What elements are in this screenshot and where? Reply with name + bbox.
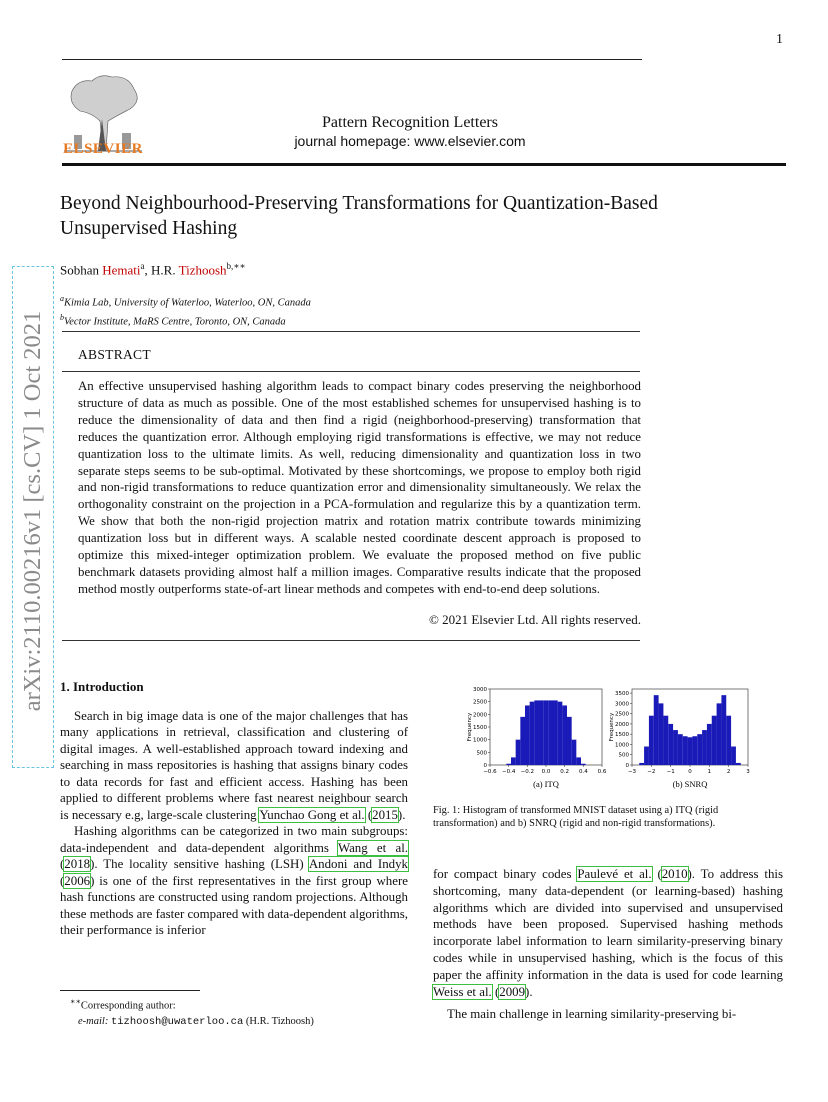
abstract-top-rule xyxy=(62,331,640,332)
subfigure-label: (a) ITQ xyxy=(533,779,559,789)
x-tick-label: 2 xyxy=(726,769,731,775)
text-run: for compact binary codes xyxy=(433,867,578,881)
footnote-rule xyxy=(60,990,200,991)
arxiv-stamp-text: arXiv:2110.00216v1 [cs.CV] 1 Oct 2021 xyxy=(19,310,46,712)
histogram-bar xyxy=(668,724,673,765)
histogram-bar xyxy=(659,703,664,765)
histogram-bar xyxy=(572,740,577,765)
histogram-bar xyxy=(544,700,549,765)
footnote-email-line xyxy=(60,1014,314,1030)
y-axis-label: Frequency xyxy=(467,712,473,742)
histogram-bar xyxy=(649,716,654,765)
histogram-bar xyxy=(576,757,581,765)
right-paragraph-1 xyxy=(433,866,783,1000)
aff-text: Vector Institute, MaRS Centre, Toronto, ON, Canada xyxy=(64,316,286,327)
x-tick-label: −2 xyxy=(647,769,656,775)
elsevier-logo-text: ELSEVIER xyxy=(63,141,143,157)
y-tick-label: 2000 xyxy=(615,721,629,728)
histogram-bar xyxy=(534,700,539,765)
left-column xyxy=(60,679,408,939)
page-number: 1 xyxy=(776,32,783,47)
copyright: © 2021 Elsevier Ltd. All rights reserved. xyxy=(428,612,641,627)
affiliation-b xyxy=(60,311,311,330)
abstract-heading-rule xyxy=(62,371,640,372)
email-link[interactable]: tizhoosh@uwaterloo.ca xyxy=(110,1015,244,1028)
citation-year-link[interactable]: 2009 xyxy=(499,984,526,999)
citation-year-link[interactable]: 2018 xyxy=(64,857,91,871)
text-run: ( xyxy=(491,984,500,999)
histogram-bar xyxy=(581,764,586,765)
y-tick-label: 0 xyxy=(483,763,487,769)
author-separator: , H.R. xyxy=(144,262,179,278)
section-heading-introduction: 1. Introduction xyxy=(60,679,144,694)
x-tick-label: 3 xyxy=(746,769,750,775)
x-tick-label: 1 xyxy=(707,769,712,775)
histogram-bar xyxy=(644,747,649,765)
y-tick-label: 3000 xyxy=(615,701,629,708)
paper-title: Beyond Neighbourhood-Preserving Transformations for Quantization-Based Unsupervised Hashing xyxy=(60,193,658,239)
x-tick-label: 0.4 xyxy=(578,769,588,775)
histogram-bar xyxy=(539,700,544,765)
text-run: ( xyxy=(60,857,65,871)
abstract-heading: ABSTRACT xyxy=(78,347,151,362)
histogram-bar xyxy=(721,695,726,765)
y-tick-label: 1500 xyxy=(473,725,487,731)
y-tick-label: 3000 xyxy=(473,687,487,693)
histogram-bar xyxy=(707,724,712,765)
author-tizhoosh-link[interactable]: Tizhoosh xyxy=(178,262,227,278)
text-run: Hashing algorithms can be categorized in two main subgroups: data-independent and data-dependent algorithms xyxy=(60,824,408,855)
histogram-bar xyxy=(525,705,530,765)
text-run: ). xyxy=(397,807,406,822)
citation-year-link[interactable]: 2006 xyxy=(64,873,91,888)
right-column xyxy=(433,866,783,1023)
y-tick-label: 1500 xyxy=(615,732,629,739)
author-sup: a xyxy=(140,261,145,271)
text-run: ) is one of the first representatives in the first group where hash functions are constructed using random projections. Although these methods are faster compared with data-dependent algorithms, their performance is inferior xyxy=(60,873,408,937)
x-tick-label: 0.2 xyxy=(560,769,570,775)
y-tick-label: 500 xyxy=(476,750,487,757)
email-label: e-mail: xyxy=(78,1015,111,1027)
histogram-bar xyxy=(562,705,567,765)
text-run: Search in big image data is one of the major challenges that has many applications in retrieval, classification and clustering of digital images. A well-established approach toward indexing and searching in mass repositories is hashing that assigns binary codes to data records for fast and efficient access. Hashing has been applied to different problems where fast nearest neighbour search is necessary e.g, large-scale clustering xyxy=(60,708,408,822)
footnote xyxy=(60,994,314,1030)
author-first-name: Sobhan xyxy=(60,262,103,278)
histogram-bar xyxy=(548,700,553,765)
aff-sup: a xyxy=(60,294,64,303)
citation-gong-link[interactable]: Yunchao Gong et al. xyxy=(259,807,365,822)
x-tick-label: 0.6 xyxy=(597,769,607,775)
text-run: ( xyxy=(60,873,65,888)
y-axis-label: Frequency xyxy=(609,712,615,742)
y-tick-label: 2500 xyxy=(473,699,487,706)
histogram-bar xyxy=(712,716,717,765)
email-suffix: (H.R. Tizhoosh) xyxy=(243,1015,314,1027)
histogram-bar xyxy=(639,763,644,765)
abstract-text: An effective unsupervised hashing algorithm leads to compact binary codes preserving the neighborhood structure of data as much as possible. One of the most established schemes for unsupervised hashing is to reduce the dimensionality of data and then find a rigid (neighborhood-preserving) transformation that reduces the quantization error. Although employing rigid transformations is effective, we may not reduce quantization loss to the ultimate limits. As well, reducing dimensionality and quantization loss in two separate steps seems to be sub-optimal. Motivated by these shortcomings, we propose to employ both rigid and non-rigid transformations to reduce quantization error and dimensionality simultaneously. We relax the orthogonality constraint on the projection in a PCA-formulation and regularize this by a quantization term. We show that both the non-rigid projection matrix and rotation matrix contribute towards minimizing quantization loss but in different ways. A scalable nested coordinate descent approach is proposed to optimize this mixed-integer optimization problem. We evaluate the proposed method on five public benchmark datasets providing almost half a million images. Comparative results indicate that the proposed method mostly outperforms state-of-art linear methods and competes with end-to-end deep solutions. xyxy=(78,379,641,596)
aff-sup: b xyxy=(60,312,64,322)
histogram-bar xyxy=(688,737,693,765)
histogram-bar xyxy=(702,730,707,765)
text-run: ( xyxy=(364,807,373,822)
histogram-bar xyxy=(567,717,572,765)
histogram-bar xyxy=(678,734,683,765)
y-tick-label: 1000 xyxy=(615,742,629,749)
y-tick-label: 1000 xyxy=(473,737,487,744)
y-tick-label: 0 xyxy=(625,763,629,769)
journal-name: Pattern Recognition Letters xyxy=(322,114,498,131)
y-tick-label: 3500 xyxy=(615,691,629,698)
aff-text: Kimia Lab, University of Waterloo, Waterloo, ON, Canada xyxy=(64,297,311,309)
x-tick-label: 0 xyxy=(688,769,692,775)
arxiv-stamp[interactable] xyxy=(12,266,54,768)
histogram-bar xyxy=(530,702,535,765)
histogram-bar xyxy=(506,764,511,765)
affiliation-a xyxy=(60,292,311,311)
header-thick-rule xyxy=(62,163,786,166)
citation-andoni-link[interactable]: Andoni and Indyk xyxy=(308,857,408,871)
citation-weiss-link[interactable]: Weiss et al. xyxy=(433,984,492,999)
footnote-corresponding xyxy=(60,994,314,1014)
footnote-mark: ∗∗ xyxy=(70,997,81,1006)
histogram-bar xyxy=(516,740,521,765)
journal-homepage[interactable]: journal homepage: www.elsevier.com xyxy=(294,133,526,149)
histogram-bar xyxy=(697,734,702,765)
y-tick-label: 2500 xyxy=(615,711,629,718)
x-tick-label: −3 xyxy=(627,769,637,775)
citation-pauleve-link[interactable]: Paulevé et al. xyxy=(577,867,652,881)
x-tick-label: 0.0 xyxy=(541,769,551,775)
footnote-label: Corresponding author: xyxy=(80,1000,176,1012)
intro-paragraph-2 xyxy=(60,823,408,939)
author-list xyxy=(60,261,246,278)
histogram-bar xyxy=(736,763,741,765)
text-run: ). The locality sensitive hashing (LSH) xyxy=(90,857,309,871)
histogram-bar xyxy=(654,695,659,765)
x-tick-label: −1 xyxy=(666,769,675,775)
y-tick-label: 500 xyxy=(618,752,629,759)
histogram-bar xyxy=(558,702,563,765)
citation-wang-link[interactable]: Wang et al. xyxy=(337,840,408,855)
author-hemati-link[interactable]: Hemati xyxy=(102,262,141,278)
subfigure-label: (b) SNRQ xyxy=(672,779,708,789)
author-sup: b,∗∗ xyxy=(226,261,246,271)
text-run: ). xyxy=(525,984,533,999)
histogram-bar xyxy=(520,717,525,765)
histogram-bar xyxy=(663,716,668,765)
x-tick-label: −0.6 xyxy=(483,769,497,775)
citation-year-link[interactable]: 2010 xyxy=(661,867,688,881)
abstract-bottom-rule xyxy=(62,640,640,641)
right-paragraph-2: The main challenge in learning similarity-preserving bi- xyxy=(447,1007,737,1022)
histogram-bar xyxy=(731,747,736,765)
histogram-bar xyxy=(692,736,697,765)
intro-paragraph-1 xyxy=(60,708,408,824)
histogram-bar xyxy=(683,736,688,765)
y-tick-label: 2000 xyxy=(473,712,487,719)
figure-1-caption: Fig. 1: Histogram of transformed MNIST dataset using a) ITQ (rigid transformation) and b) SNRQ (rigid and non-rigid transformations). xyxy=(433,805,719,829)
histogram-bar xyxy=(553,700,558,765)
histogram-bar xyxy=(511,757,516,765)
text-run: ( xyxy=(651,867,662,881)
text-run: ). To address this shortcoming, many data-dependent (or learning-based) hashing algorithms which are divided into supervised and unsupervised methods have been proposed. Supervised hashing methods incorporate label information to learn similarity-preserving binary codes while in unsupervised hashing, which is the focus of this paper the affinity information in the data is used for code learning xyxy=(433,867,783,982)
affiliations xyxy=(60,292,311,329)
figure-1-histograms xyxy=(460,686,760,796)
x-tick-label: −0.4 xyxy=(501,769,516,775)
histogram-bar xyxy=(717,703,722,765)
histogram-bar xyxy=(726,716,731,765)
top-rule xyxy=(62,59,642,60)
x-tick-label: −0.2 xyxy=(520,769,535,775)
histogram-bar xyxy=(673,730,678,765)
citation-year-link[interactable]: 2015 xyxy=(372,807,398,822)
